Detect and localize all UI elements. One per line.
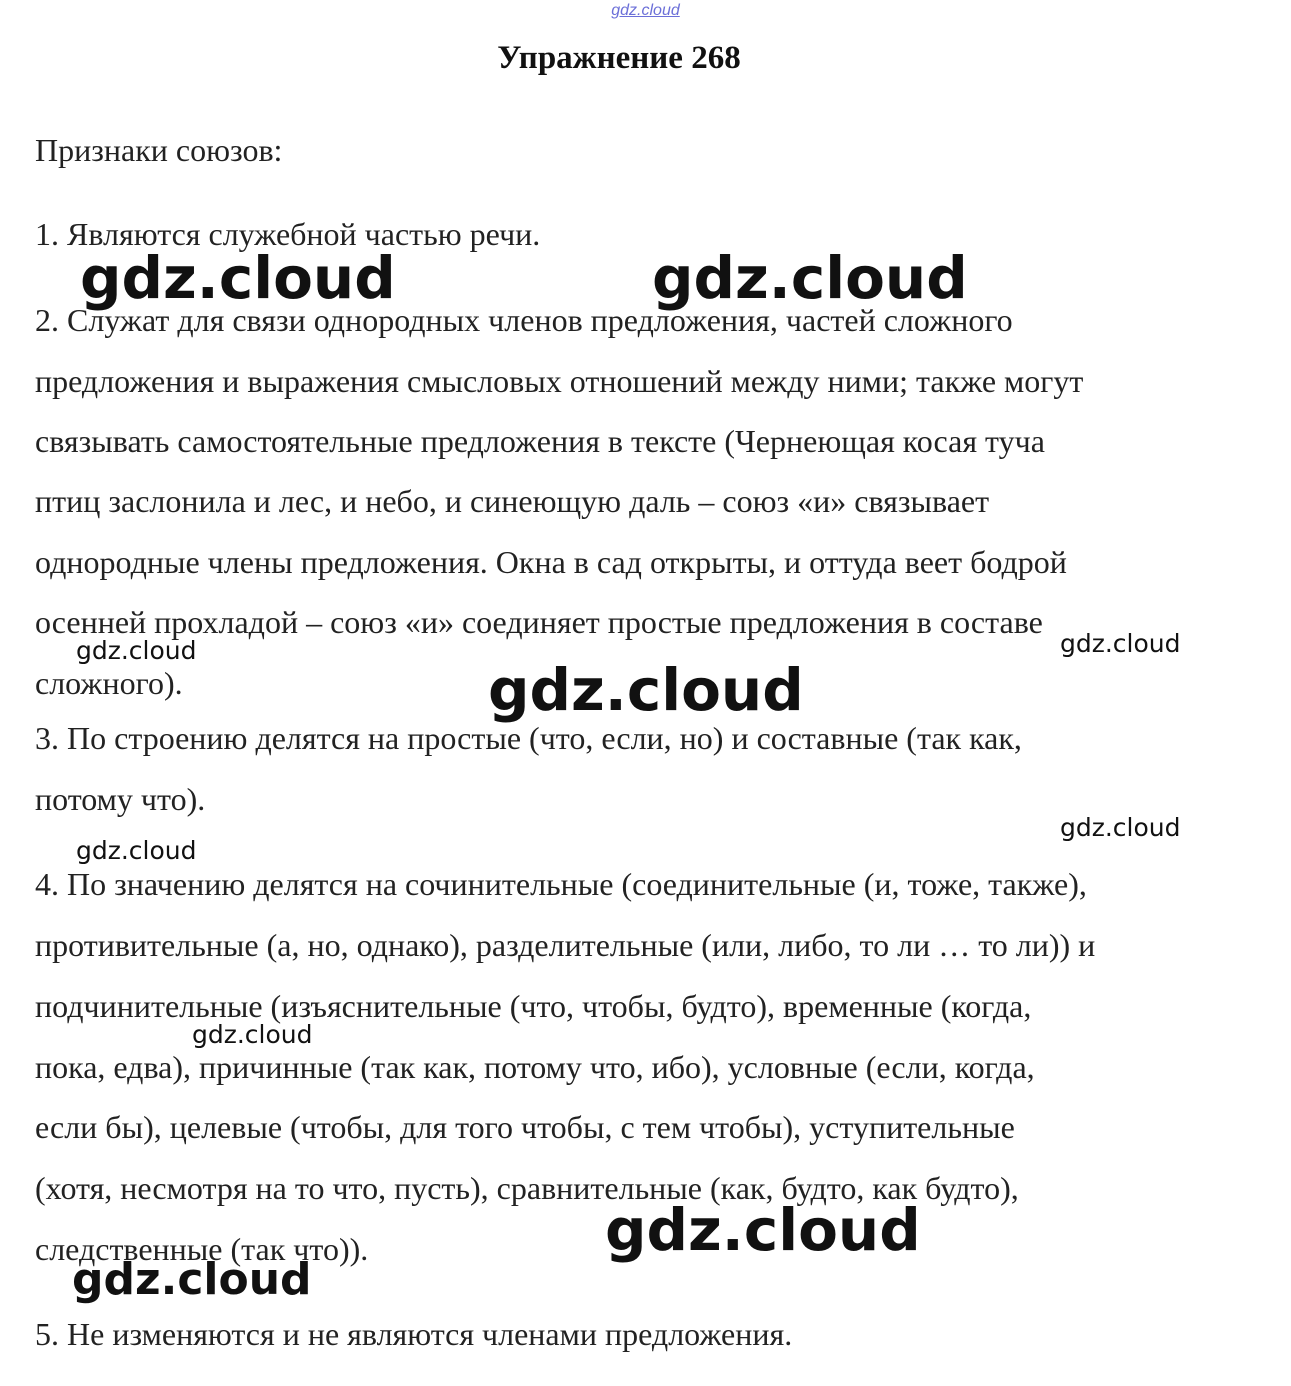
text-line-5: птиц заслонила и лес, и небо, и синеющую даль – союз «и» связывает xyxy=(35,483,990,519)
watermark-small: gdz.cloud xyxy=(1060,813,1181,842)
site-watermark-top: gdz.cloud xyxy=(611,2,680,19)
watermark-large: gdz.cloud xyxy=(652,244,968,312)
watermark-large: gdz.cloud xyxy=(80,244,396,312)
watermark-small: gdz.cloud xyxy=(76,836,197,865)
watermark-small: gdz.cloud xyxy=(76,636,197,665)
text-line-12: противительные (а, но, однако), разделительные (или, либо, то ли … то ли)) и xyxy=(35,927,1096,963)
text-line-14: пока, едва), причинные (так как, потому что, ибо), условные (если, когда, xyxy=(35,1049,1035,1085)
text-line-10: потому что). xyxy=(35,781,206,817)
text-line-8: сложного). xyxy=(35,665,183,701)
watermark-medium: gdz.cloud xyxy=(72,1254,312,1305)
text-line-2: 2. Служат для связи однородных членов предложения, частей сложного xyxy=(35,302,1013,338)
page-title: Упражнение 268 xyxy=(497,40,741,76)
text-line-18: 5. Не изменяются и не являются членами предложения. xyxy=(35,1316,793,1352)
text-line-9: 3. По строению делятся на простые (что, если, но) и составные (так как, xyxy=(35,720,1022,756)
text-line-3: предложения и выражения смысловых отношений между ними; также могут xyxy=(35,363,1084,399)
text-line-17: следственные (так что)). xyxy=(35,1231,369,1267)
text-line-13: подчинительные (изъяснительные (что, чтобы, будто), временные (когда, xyxy=(35,988,1032,1024)
text-line-11: 4. По значению делятся на сочинительные (соединительные (и, тоже, также), xyxy=(35,866,1087,902)
text-line-7: осенней прохладой – союз «и» соединяет простые предложения в составе xyxy=(35,604,1043,640)
text-line-16: (хотя, несмотря на то что, пусть), сравнительные (как, будто, как будто), xyxy=(35,1170,1019,1206)
watermark-small: gdz.cloud xyxy=(1060,629,1181,658)
intro-heading: Признаки союзов: xyxy=(35,132,283,168)
text-line-6: однородные члены предложения. Окна в сад открыты, и оттуда веет бодрой xyxy=(35,544,1067,580)
watermark-large: gdz.cloud xyxy=(605,1196,921,1264)
text-line-15: если бы), целевые (чтобы, для того чтобы, с тем чтобы), уступительные xyxy=(35,1109,1015,1145)
text-line-1: 1. Являются служебной частью речи. xyxy=(35,216,541,252)
watermark-small: gdz.cloud xyxy=(192,1020,313,1049)
watermark-large: gdz.cloud xyxy=(488,656,804,724)
text-line-4: связывать самостоятельные предложения в тексте (Чернеющая косая туча xyxy=(35,423,1045,459)
